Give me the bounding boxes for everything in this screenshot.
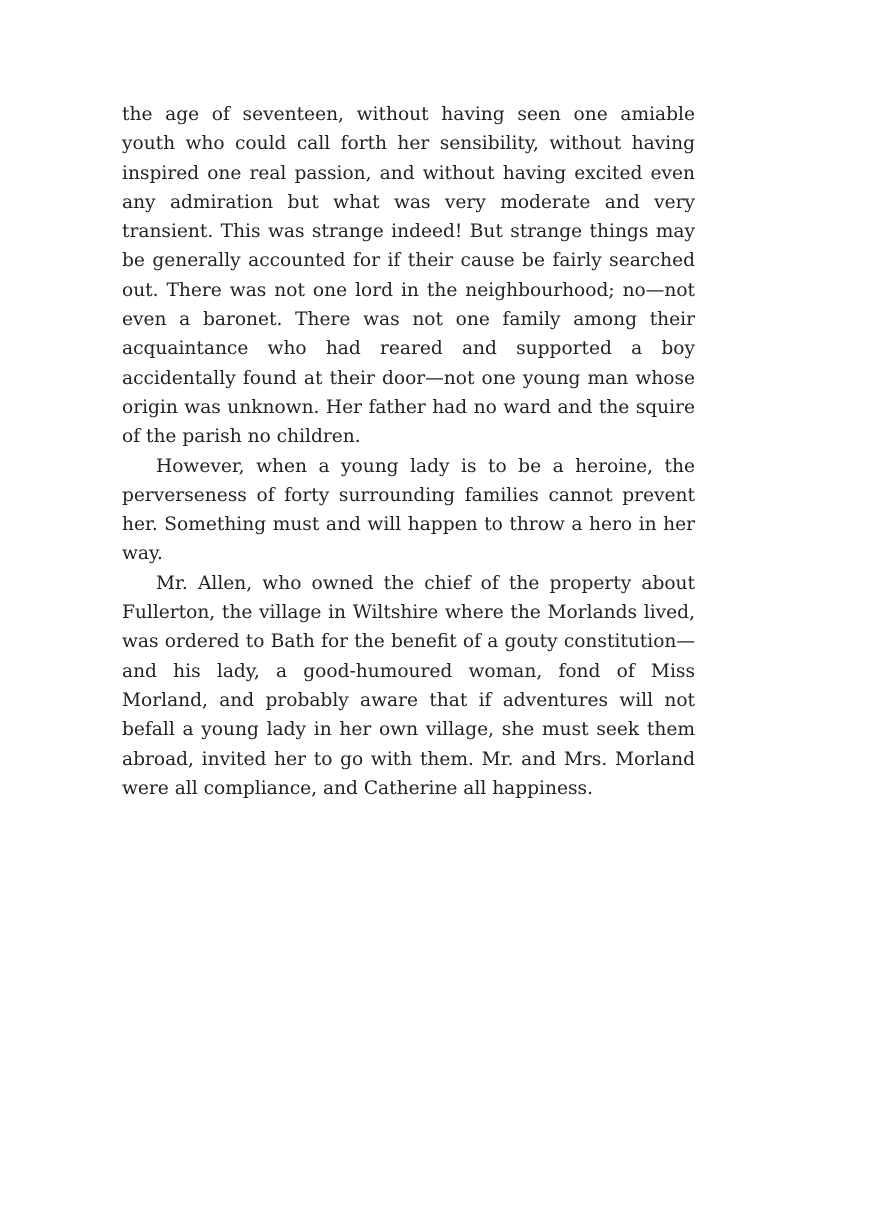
paragraph: Mr. Allen, who owned the chief of the property about Fullerton, the village in Wiltshire where the Morlands lived, was ordered to Bath for the benefit of a gouty constitution—and his lady, a good-humoured woman, fond of Miss Morland, and probably aware that if adventures will not befall a young lady in her own village, she must seek them abroad, invited her to go with them. Mr. and Mrs. Morland were all compliance, and Catherine all happiness. bbox=[122, 572, 695, 799]
body-text bbox=[122, 100, 695, 803]
paragraph-continued: the age of seventeen, without having seen one amiable youth who could call forth her sensibility, without having inspired one real passion, and without having excited even any admiration but what was very moderate and very transient. This was strange indeed! But strange things may be generally accounted for if their cause be fairly searched out. There was not one lord in the neighbourhood; no—not even a baronet. There was not one family among their acquaintance who had reared and supported a boy accidentally found at their door—not one young man whose origin was unknown. Her father had no ward and the squire of the parish no children. bbox=[122, 104, 695, 448]
paragraph: However, when a young lady is to be a heroine, the perverseness of forty surrounding families cannot prevent her. Something must and will happen to throw a hero in her way. bbox=[122, 455, 695, 565]
